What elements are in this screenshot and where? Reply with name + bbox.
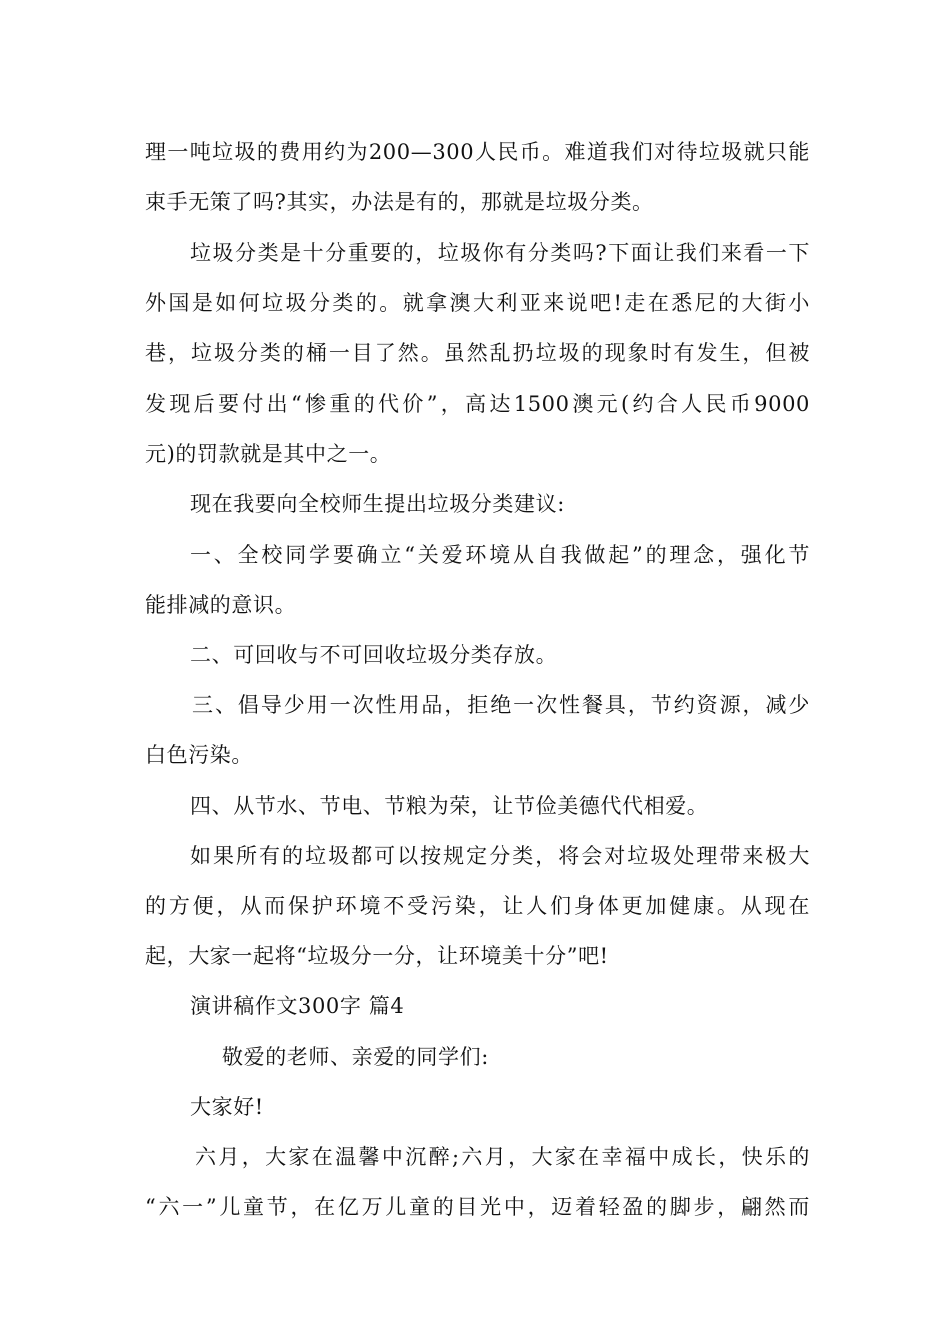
text-line: 的方便，从而保护环境不受污染，让人们身体更加健康。从现在: [145, 894, 810, 918]
text-line: “六一”儿童节，在亿万儿童的目光中，迈着轻盈的脚步，翩然而: [145, 1195, 810, 1219]
text-line: 能排减的意识。: [145, 593, 297, 617]
paragraph-line: 垃圾分类是十分重要的，垃圾你有分类吗?下面让我们来看一下: [190, 241, 810, 265]
list-item-line: 一、全校同学要确立“关爱环境从自我做起”的理念，强化节: [190, 543, 810, 567]
text-line: 束手无策了吗?其实，办法是有的，那就是垃圾分类。: [145, 190, 654, 214]
paragraph-line: 如果所有的垃圾都可以按规定分类，将会对垃圾处理带来极大: [190, 844, 810, 868]
text-line: 发现后要付出“惨重的代价”，高达1500澳元(约合人民币9000: [145, 392, 810, 416]
greeting: 大家好!: [190, 1095, 264, 1119]
paragraph-line: 六月，大家在温馨中沉醉;六月，大家在幸福中成长，快乐的: [195, 1145, 810, 1169]
section-heading: 演讲稿作文300字 篇4: [190, 994, 405, 1018]
list-item-line: 三、倡导少用一次性用品，拒绝一次性餐具，节约资源，减少: [192, 693, 810, 717]
text-line: 起，大家一起将“垃圾分一分，让环境美十分”吧!: [145, 944, 609, 968]
text-line: 元)的罚款就是其中之一。: [145, 442, 392, 466]
text-line: 理一吨垃圾的费用约为200—300人民币。难道我们对待垃圾就只能: [145, 140, 810, 164]
text-line: 巷，垃圾分类的桶一目了然。虽然乱扔垃圾的现象时有发生，但被: [145, 341, 810, 365]
list-item-line: 二、可回收与不可回收垃圾分类存放。: [190, 643, 558, 667]
text-line: 外国是如何垃圾分类的。就拿澳大利亚来说吧!走在悉尼的大街小: [145, 291, 810, 315]
text-line: 白色污染。: [145, 743, 253, 767]
list-item-line: 四、从节水、节电、节粮为荣，让节俭美德代代相爱。: [190, 794, 709, 818]
paragraph-line: 现在我要向全校师生提出垃圾分类建议:: [190, 492, 565, 516]
salutation: 敬爱的老师、亲爱的同学们:: [222, 1045, 489, 1069]
